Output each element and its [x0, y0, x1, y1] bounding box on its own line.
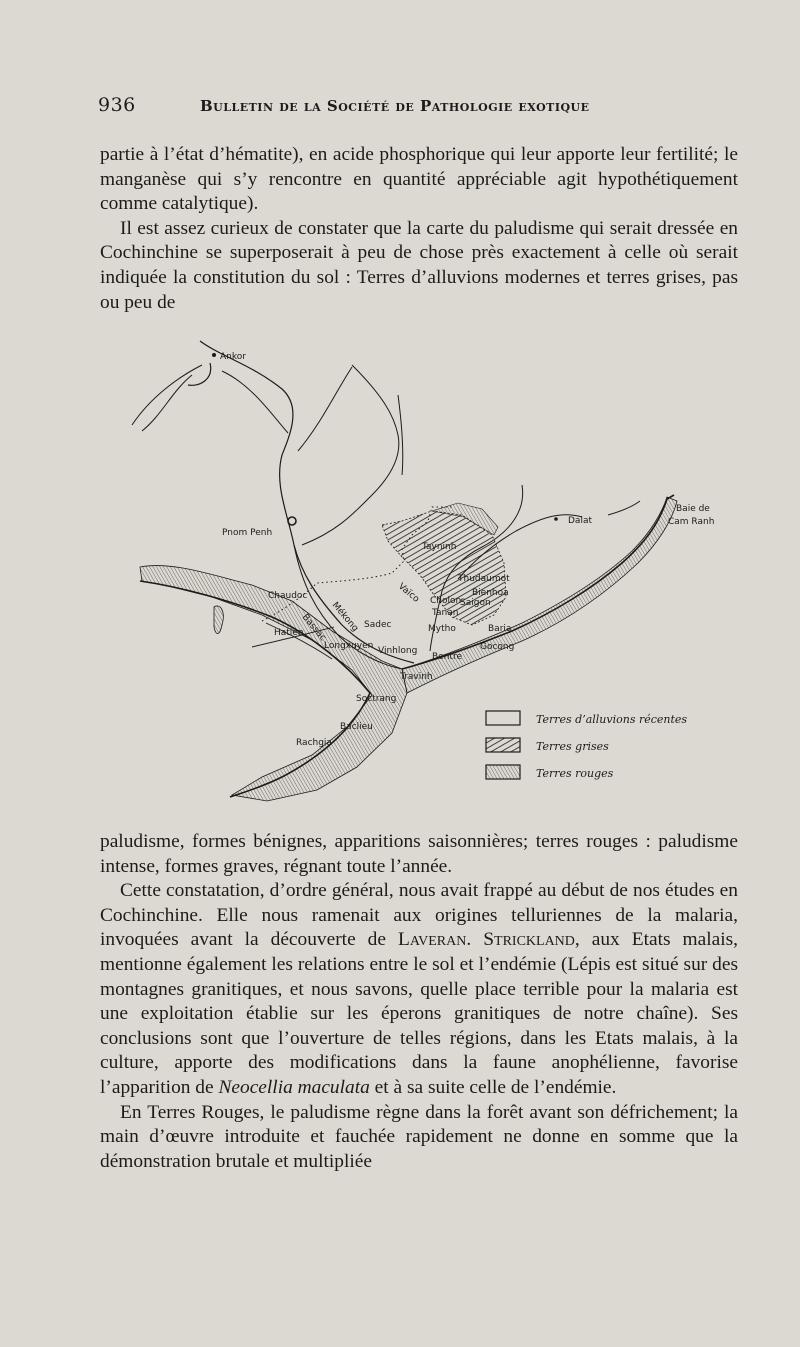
label-cam-ranh: Cam Ranh: [668, 517, 715, 527]
label-soctrang: Soctrang: [356, 694, 397, 704]
page-number: 936: [98, 94, 136, 116]
legend-swatch-stippled: [486, 765, 520, 779]
label-cholon: Cholon: [430, 596, 462, 606]
page-header: [98, 94, 738, 118]
label-saigon: Saigon: [460, 598, 491, 608]
legend-swatch-blank: [486, 711, 520, 725]
label-dalat: Dalat: [568, 516, 592, 526]
label-travinh: Travinh: [400, 672, 433, 682]
author-name: Laveran.: [398, 929, 472, 951]
legend-label: Terres d’alluvions récentes: [536, 713, 688, 726]
paragraph: En Terres Rouges, le paludisme règne dans la forêt avant son défrichement; la main d’œuvre introduite et fauchée rapidement ne donne en somme que la démonstration brutale et multipliée: [100, 1101, 738, 1172]
top-text-block: [100, 143, 738, 315]
label-mytho: Mytho: [428, 624, 456, 634]
river: [132, 365, 403, 545]
label-bassac: Bassac: [299, 612, 328, 644]
label-tayninh: Tayninh: [422, 542, 457, 552]
label-longxuyen: Longxuyen: [324, 641, 374, 651]
map-legend: [486, 711, 687, 780]
label-hatien: Hatien: [274, 628, 304, 638]
legend-label: Terres rouges: [536, 767, 614, 780]
label-mekong: Mékong: [329, 600, 360, 634]
paragraph: partie à l’état d’hématite), en acide phosphorique qui leur apporte leur fertilité; le manganèse qui s’y rencontre en quantité appréciable agit hypothétiquement comme catalytique).: [100, 144, 738, 215]
label-bienhoa: Bienhoa: [472, 588, 509, 598]
island: [214, 606, 223, 634]
label-rachgia: Rachgia: [296, 738, 332, 748]
cochinchina-soil-map: [102, 335, 762, 810]
bottom-text-block: [100, 830, 738, 1174]
label-vaico: Vaïco: [396, 581, 421, 605]
soil-map-figure: [102, 335, 762, 810]
label-sadec: Sadec: [364, 620, 392, 630]
label-gocong: Gocong: [480, 642, 515, 652]
paragraph: paludisme, formes bénignes, apparitions saisonnières; terres rouges : paludisme intense, formes graves, régnant toute l’année.: [100, 831, 738, 877]
label-vinhlong: Vinhlong: [378, 646, 418, 656]
label-bentre: Bentre: [432, 652, 462, 662]
text-run: Cette constatation, d’ordre général, nous avait frappé au début de nos études en Cochinchine. Elle nous ramenait aux origines telluriennes de la malaria, invoquées avant la découverte de: [100, 880, 738, 951]
text-run: [471, 929, 483, 950]
paragraph: Il est assez curieux de constater que la carte du paludisme qui serait dressée en Cochinchine se superposerait à peu de chose près exactement à celle où serait indiquée la constitution du sol : Terres d’alluvions modernes et terres grises, pas ou peu de: [100, 217, 738, 313]
label-baclieu: Baclieu: [340, 722, 373, 732]
label-baria: Baria: [488, 624, 512, 634]
author-name: Strickland,: [483, 929, 580, 951]
species-name: Neocellia maculata: [218, 1076, 370, 1098]
legend-swatch-hatched: [486, 738, 520, 752]
text-run: et à sa suite celle de l’endémie.: [369, 1076, 617, 1098]
running-title: Bulletin de la Société de Pathologie exotique: [200, 97, 590, 115]
paragraph: [100, 879, 738, 1100]
label-baie: Baie de: [676, 504, 710, 514]
label-ankor: Ankor: [220, 352, 246, 362]
label-tanan: Tanan: [432, 608, 459, 618]
label-chaudoc: Chaudoc: [268, 591, 308, 601]
text-run: aux Etats malais, mentionne également les relations entre le sol et l’endémie (Lépis est situé sur des montagnes granitiques, et nous savons, quelle place terrible pour la malaria est une exploitation établie sur les éperons granitiques de notre chaîne). Ses conclusions sont que l’ouverture de telles régions, dans les Etats malais, à la culture, apporte des modifications dans la faune anophélienne, favorise l’apparition de: [100, 929, 738, 1098]
label-thudaumot: Thudaumot: [458, 574, 510, 584]
legend-label: Terres grises: [536, 740, 609, 753]
label-pnom-penh: Pnom Penh: [222, 528, 273, 538]
